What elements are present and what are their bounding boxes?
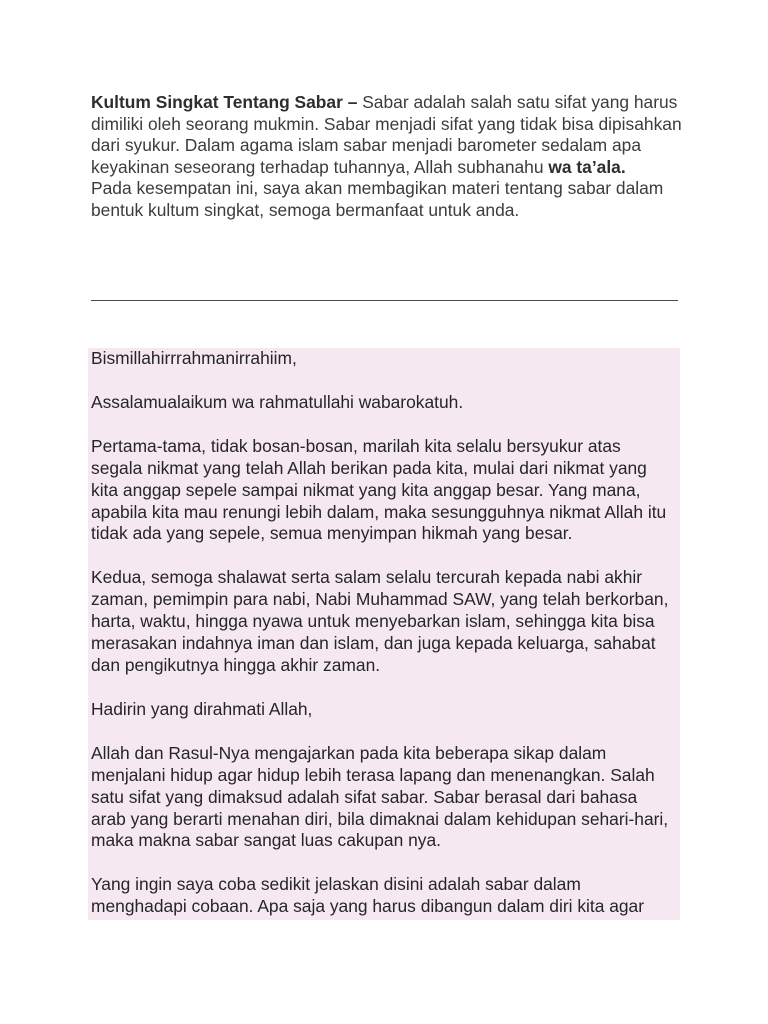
speech-paragraph: Yang ingin saya coba sedikit jelaskan disini adalah sabar dalam menghadapi cobaan. Apa saja yang harus dibangun dalam diri kita agar xyxy=(91,874,645,917)
intro-paragraph-2: Pada kesempatan ini, saya akan membagikan materi tentang sabar dalam bentuk kultum singkat, semoga bermanfaat untuk anda. xyxy=(91,178,664,220)
speech-paragraph: Assalamualaikum wa rahmatullahi wabarokatuh. xyxy=(91,391,464,412)
intro-paragraph xyxy=(91,92,691,178)
intro-section xyxy=(91,92,691,221)
intro-sentence: Sabar adalah salah satu sifat yang harus dimiliki oleh seorang mukmin. Sabar menjadi sifat yang tidak bisa dipisahkan dari syukur. Dalam agama islam sabar menjadi barometer sedalam apa keyakinan seseorang terhadap tuhannya, Allah subhanahu xyxy=(91,92,682,177)
intro-sentence-bold-end: wa ta’ala. xyxy=(548,156,626,177)
speech-paragraph: Hadirin yang dirahmati Allah, xyxy=(91,698,313,719)
speech-paragraph: Kedua, semoga shalawat serta salam selalu tercurah kepada nabi akhir zaman, pemimpin para nabi, Nabi Muhammad SAW, yang telah berkorban, harta, waktu, hingga nyawa untuk menyebarkan islam, sehingga kita bisa merasakan indahnya iman dan islam, dan juga kepada keluarga, sahabat dan pengikutnya hingga akhir zaman. xyxy=(91,567,669,675)
speech-paragraph: Allah dan Rasul-Nya mengajarkan pada kita beberapa sikap dalam menjalani hidup agar hidup lebih terasa lapang dan menenangkan. Salah satu sifat yang dimaksud adalah sifat sabar. Sabar berasal dari bahasa arab yang berarti menahan diri, bila dimaknai dalam kehidupan sehari-hari, maka makna sabar sangat luas cakupan nya. xyxy=(91,742,669,851)
speech-paragraph: Pertama-tama, tidak bosan-bosan, marilah kita selalu bersyukur atas segala nikmat yang telah Allah berikan pada kita, mulai dari nikmat yang kita anggap sepele sampai nikmat yang kita anggap besar. Yang mana, apabila kita mau renungi lebih dalam, maka sesungguhnya nikmat Allah itu tidak ada yang sepele, semua menyimpan hikmah yang besar. xyxy=(91,435,667,544)
article-title: Kultum Singkat Tentang Sabar – xyxy=(91,92,358,112)
speech-text-block xyxy=(88,348,680,920)
speech-paragraph: Bismillahirrrahmanirrahiim, xyxy=(91,348,297,368)
horizontal-divider xyxy=(91,300,678,301)
